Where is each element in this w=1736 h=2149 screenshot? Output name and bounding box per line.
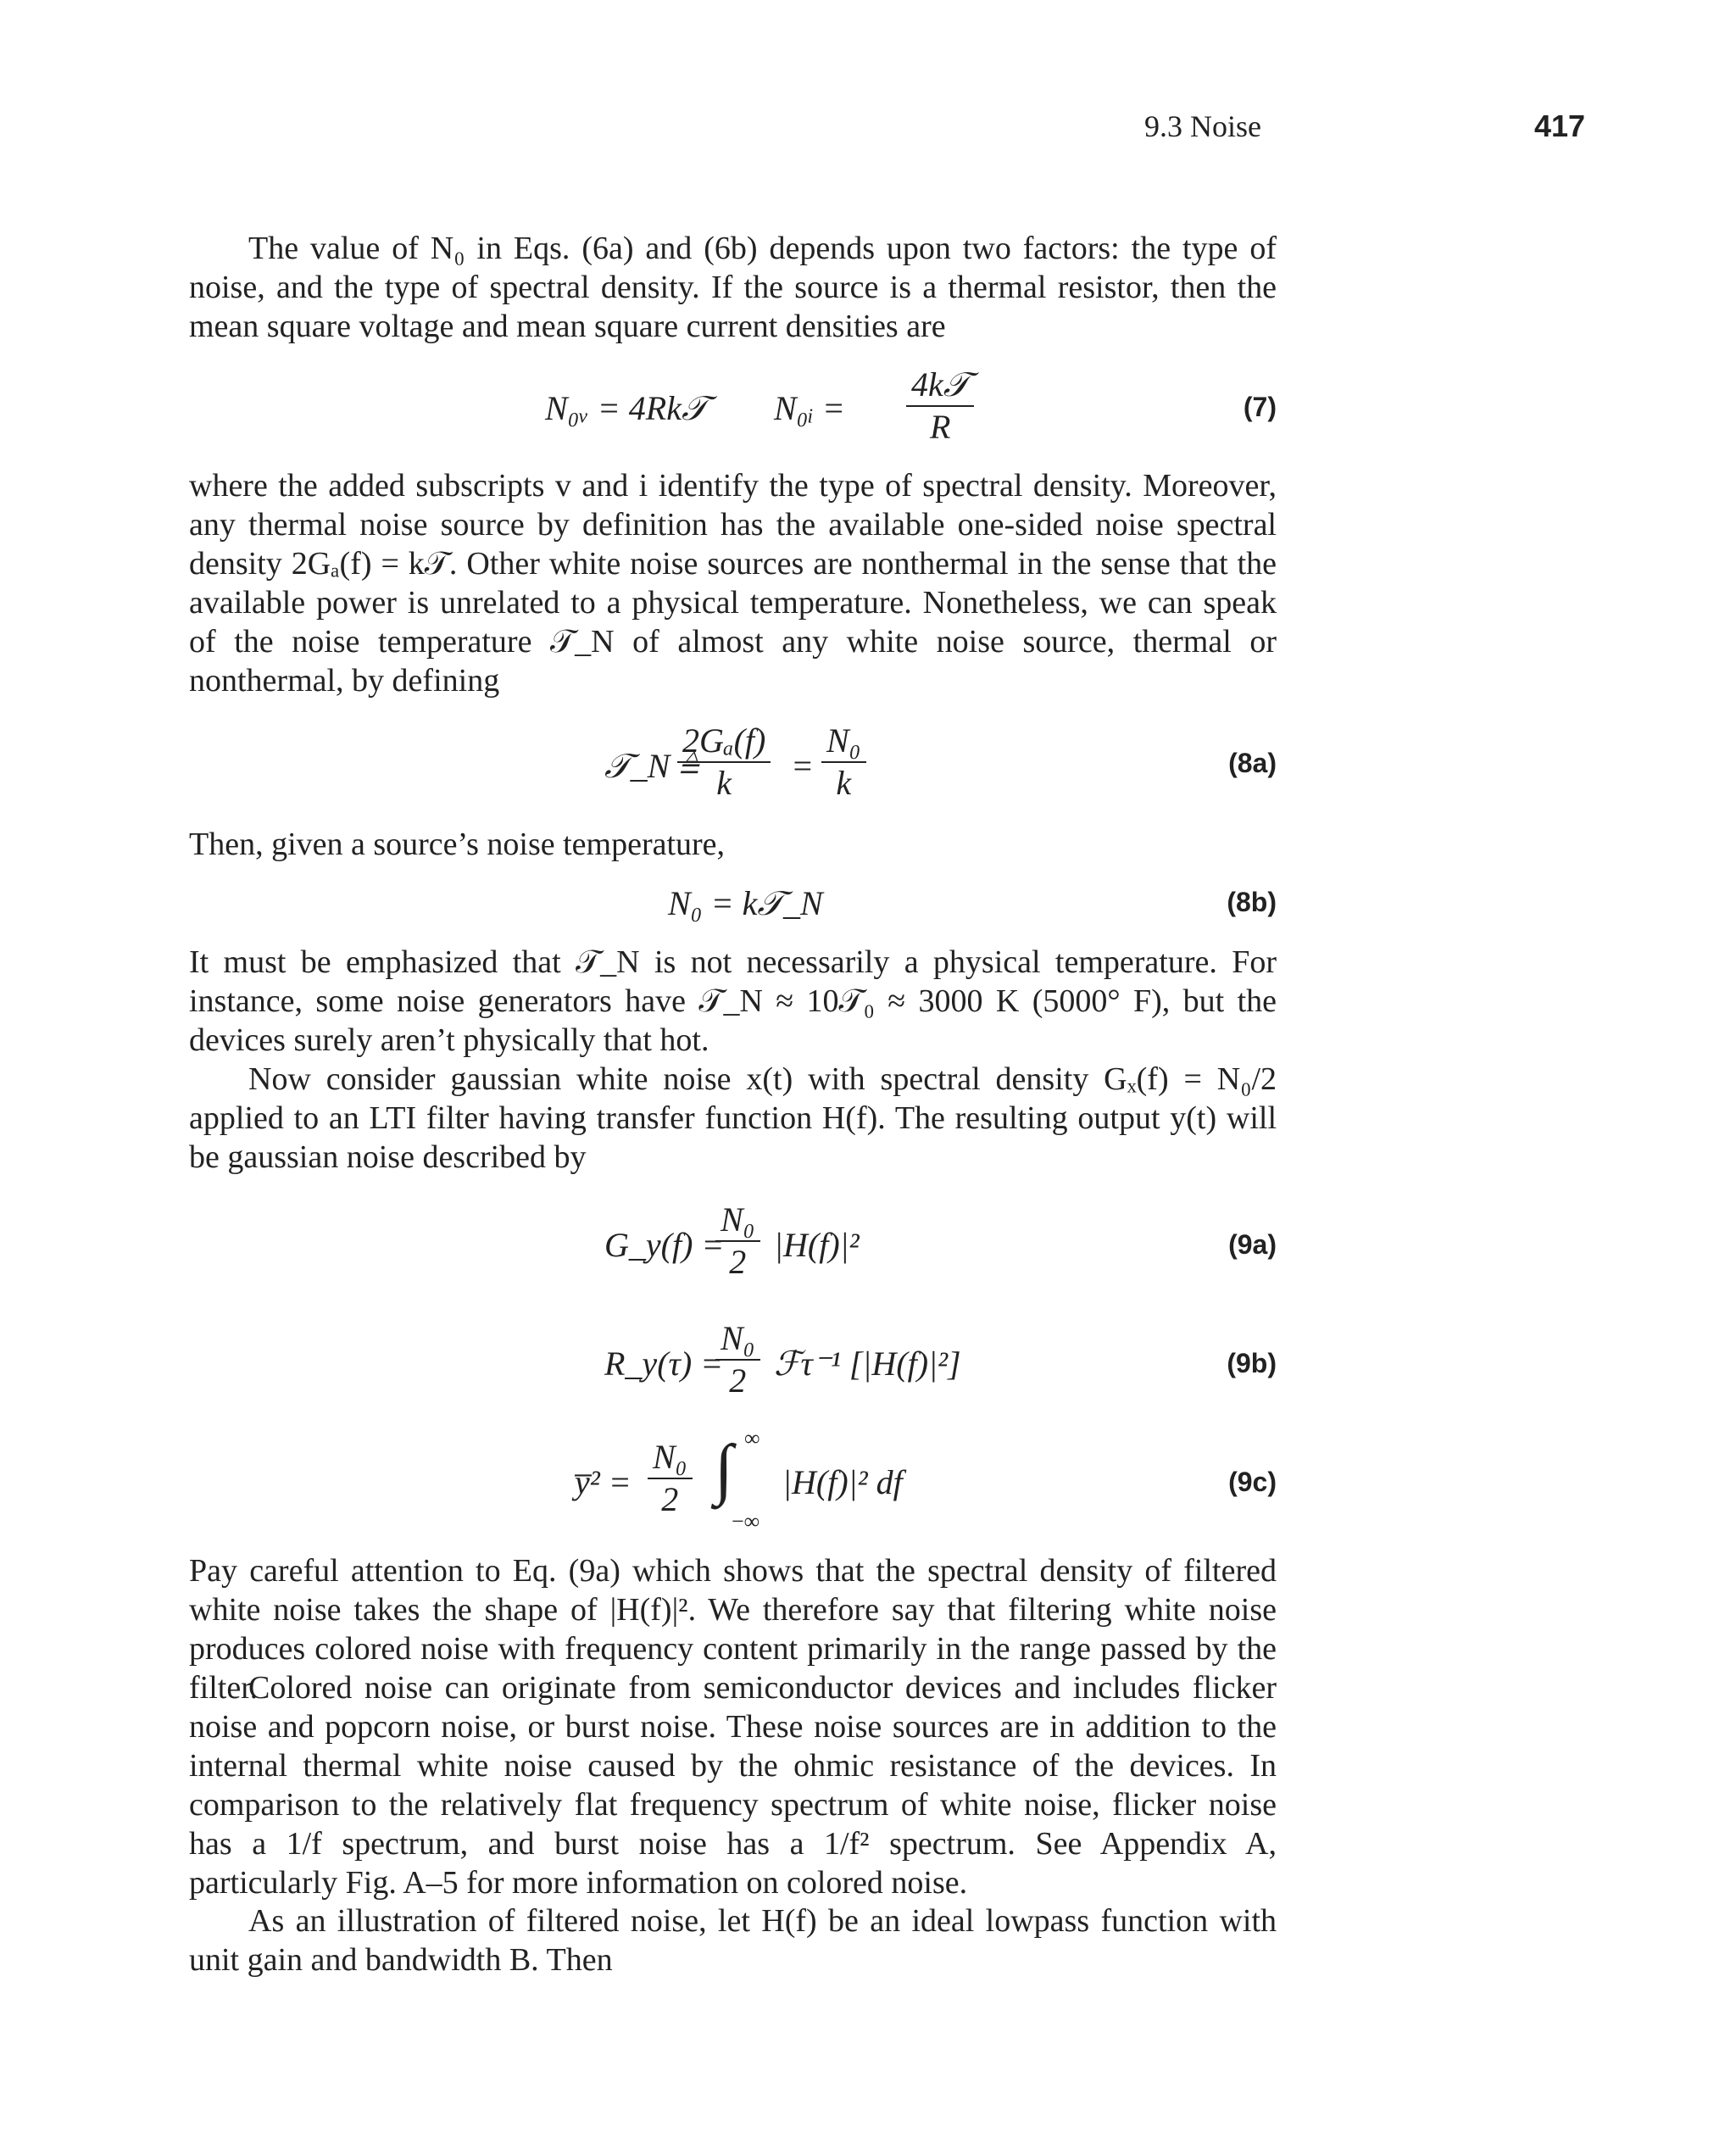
paragraph-3: Then, given a source’s noise temperature, (189, 827, 726, 862)
eq9a-den: 2 (729, 1243, 747, 1281)
paragraph-6: Pay careful attention to Eq. (9a) which shows that the spectral density of filtered white noise takes the shape of |H(f)|². We therefore say that filtering white noise produces colored noise with frequency content primarily in the range passed by the filter. (189, 1553, 1277, 1706)
eq9c-den: 2 (661, 1480, 679, 1518)
eq9b-num: N₀ (715, 1318, 760, 1361)
eq9c-lhs: y̅² = (575, 1463, 632, 1501)
eq7-voltage: N₀ᵥ = 4Rk𝒯 (545, 389, 708, 427)
running-header-section: 9.3 Noise (1144, 109, 1261, 143)
paragraph-1: The value of N₀ in Eqs. (6a) and (6b) depends upon two factors: the type of noise, and the type of spectral density. If the source is a thermal resistor, then the mean square voltage and mean square current densities are (189, 231, 1277, 344)
eq8a-num1: 2Gₐ(f) (677, 721, 771, 763)
eq9a-lhs: G_y(f) = (604, 1226, 725, 1264)
page-number: 417 (1534, 109, 1586, 143)
eq8a-lhs: 𝒯_N ≜ (604, 747, 698, 785)
eq9b-lhs: R_y(τ) = (604, 1345, 724, 1383)
eq7-current-lhs: N₀ᵢ = (774, 389, 845, 427)
paragraph-8: As an illustration of filtered noise, let H(f) be an ideal lowpass function with unit gain and bandwidth B. Then (189, 1903, 1277, 1978)
eq9c-upper-limit: ∞ (744, 1426, 760, 1450)
eq7-label: (7) (1243, 392, 1277, 422)
eq8a-den1: k (716, 764, 732, 802)
eq7-denominator: R (929, 408, 951, 446)
paragraph-4: It must be emphasized that 𝒯_N is not necessarily a physical temperature. For instance, some noise generators have 𝒯_N ≈ 10𝒯₀ ≈ 3000 K (5000° F), but the devices surely aren’t physically that hot. (189, 944, 1277, 1058)
eq8a-equals: = (791, 747, 814, 785)
equation-7 (189, 365, 1277, 449)
eq9b-label: (9b) (1227, 1348, 1277, 1378)
eq9a-num: N₀ (715, 1200, 760, 1242)
eq9a-label: (9a) (1228, 1229, 1277, 1260)
equation-9c (189, 1424, 1277, 1534)
eq9a-rhs: |H(f)|² (774, 1226, 860, 1264)
paragraph-2: where the added subscripts v and i identify the type of spectral density. Moreover, any thermal noise source by definition has the available one-sided noise spectral density 2Gₐ(f) = k𝒯. Other white noise sources are nonthermal in the sense that the available power is unrelated to a physical temperature. Nonetheless, we can speak of the noise temperature 𝒯_N of almost any white noise source, thermal or nonthermal, by defining (189, 468, 1277, 699)
eq8a-label: (8a) (1228, 748, 1277, 778)
equation-9b (189, 1314, 1277, 1399)
eq8b-label: (8b) (1227, 887, 1277, 917)
paragraph-5: Now consider gaussian white noise x(t) with spectral density Gₓ(f) = N₀/2 applied to an LTI filter having transfer function H(f). The resulting output y(t) will be gaussian noise described by (189, 1061, 1277, 1175)
eq9b-den: 2 (729, 1361, 747, 1400)
eq8a-den2: k (836, 764, 852, 802)
equation-8b (189, 882, 1277, 929)
eq9b-rhs: ℱτ⁻¹ [|H(f)|²] (774, 1345, 961, 1383)
eq8a-num2: N₀ (821, 721, 866, 763)
eq9c-lower-limit: −∞ (732, 1509, 760, 1534)
paragraph-7: Colored noise can originate from semiconductor devices and includes flicker noise and popcorn noise, or burst noise. These noise sources are in addition to the internal thermal white noise caused by the ohmic resistance of the devices. In comparison to the relatively flat frequency spectrum of white noise, flicker noise has a 1/f spectrum, and burst noise has a 1/f² spectrum. See Appendix A, particularly Fig. A–5 for more information on colored noise. (189, 1670, 1277, 1901)
eq9c-integral-sign: ∫ (715, 1432, 733, 1506)
eq7-numerator: 4k𝒯 (906, 365, 974, 407)
eq9c-label: (9c) (1228, 1467, 1277, 1497)
eq9c-rhs: |H(f)|² df (782, 1463, 903, 1501)
eq9c-num: N₀ (648, 1437, 693, 1479)
equation-9a (189, 1195, 1277, 1280)
eq8b-expression: N₀ = k𝒯_N (668, 884, 823, 922)
equation-8a (189, 721, 1277, 805)
